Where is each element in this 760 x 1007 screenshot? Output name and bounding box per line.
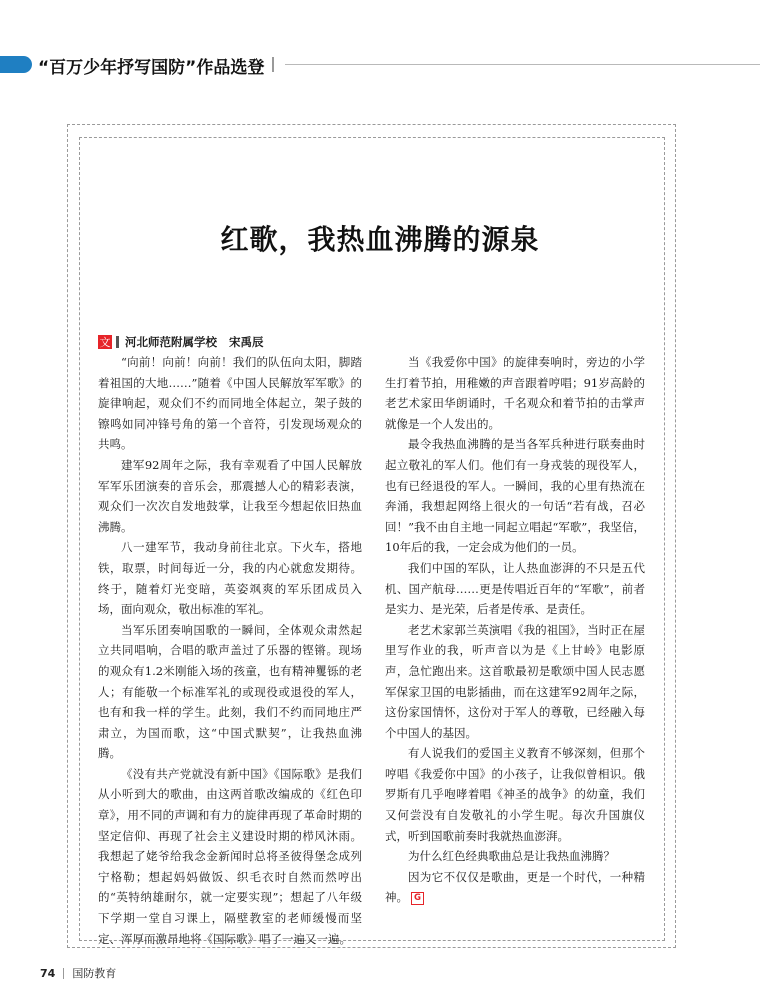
page-footer (40, 965, 116, 981)
paragraph-last (385, 867, 645, 908)
paragraph: 建军92周年之际，我有幸观看了中国人民解放军军乐团演奏的音乐会，那震撼人心的精彩表演，观众们一次次自发地鼓掌，让我至今想起依旧热血沸腾。 (98, 457, 362, 534)
article-title: 红歌，我热血沸腾的源泉 (220, 223, 540, 256)
paragraph: 当军乐团奏响国歌的一瞬间，全体观众肃然起立共同唱响，合唱的歌声盖过了乐器的铿锵。现场的观众有1.2米刚能入场的孩童，也有精神矍铄的老人；有能敬一个标准军礼的或现役或退役的军人，也有和我一样的学生。此刻，我们不约而同地庄严肃立，为国而歌，这“中国式默契”，让我热血沸腾。 (98, 622, 362, 761)
section-title: “百万少年抒写国防”作品选登 (38, 58, 265, 78)
paragraph: 我们中国的军队，让人热血澎湃的不只是五代机、国产航母……更是传唱近百年的“军歌”，前者是实力、是光荣，后者是传承、是责任。 (385, 560, 645, 617)
paragraph: 《没有共产党就没有新中国》《国际歌》是我们从小听到大的歌曲，由这两首歌改编成的《红色印章》，用不同的声调和有力的旋律再现了革命时期的坚定信仰、再现了社会主义建设时期的栉风沐雨。我想起了姥爷给我念金新闻时总将圣彼得堡念成列宁格勒；想起妈妈做饭、织毛衣时自然而然哼出的“英特纳雄耐尔，就一定要实现”；想起了八年级下学期一堂自习课上，隔壁教室的老师缓慢而坚定、浑厚而激昂地将《国际歌》唱了一遍又一遍。 (98, 766, 362, 946)
paragraph: 最令我热血沸腾的是当各军兵种进行联奏曲时起立敬礼的军人们。他们有一身戎装的现役军人，也有已经退役的军人。一瞬间，我的心里有热流在奔涌，我想起网络上很火的一句话“若有战，召必回！”我不由自主地一同起立唱起“军歌”，我坚信，10年后的我，一定会成为他们的一员。 (385, 437, 645, 555)
paragraph: 当《我爱你中国》的旋律奏响时，旁边的小学生打着节拍，用稚嫩的声音跟着哼唱；91岁高龄的老艺术家田华朗诵时，千名观众和着节拍的击掌声就像是一个人发出的。 (385, 355, 645, 431)
byline-school: 河北师范附属学校 (125, 335, 217, 349)
paragraph: “向前！向前！向前！我们的队伍向太阳，脚踏着祖国的大地……”随着《中国人民解放军军歌》的旋律响起，观众们不约而同地全体起立，架子鼓的镲鸣如同冲锋号角的第一个音符，引发现场观众的共鸣。 (98, 355, 362, 452)
end-mark-icon: G (411, 892, 424, 905)
paragraph: 八一建军节，我动身前往北京。下火车，搭地铁，取票，时间每近一分，我的内心就愈发期待。终于，随着灯光变暗，英姿飒爽的军乐团成员入场，面向观众，敬出标准的军礼。 (98, 540, 362, 617)
paragraph: 老艺术家郭兰英演唱《我的祖国》，当时正在屋里写作业的我，听声音以为是《上甘岭》电影原声，急忙跑出来。这首歌最初是歌颂中国人民志愿军保家卫国的电影插曲，而在这建军92周年之际，这份家国情怀，这份对于军人的尊敬，已经融入每个中国人的基因。 (385, 622, 645, 740)
section-title-divider (272, 57, 274, 72)
article-column-right (385, 352, 645, 908)
byline-divider (116, 336, 119, 348)
footer-divider (63, 968, 64, 979)
header-rule (285, 64, 760, 65)
byline (98, 335, 264, 349)
byline-author: 宋禹辰 (229, 335, 264, 349)
page-number: 74 (40, 966, 56, 980)
paragraph: 为什么红色经典歌曲总是让我热血沸腾？ (408, 849, 615, 864)
article-column-left (98, 352, 362, 949)
section-marker (0, 56, 32, 73)
byline-tag: 文 (99, 336, 111, 349)
magazine-name: 国防教育 (72, 967, 117, 980)
paragraph: 有人说我们的爱国主义教育不够深刻，但那个哼唱《我爱你中国》的小孩子，让我似曾相识。俄罗斯有几乎咆哮着唱《神圣的战争》的幼童，我们又何尝没有自发敬礼的小学生呢。每次升国旗仪式，听到国歌前奏时我就热血澎湃。 (385, 746, 645, 843)
paragraph-text: 因为它不仅仅是歌曲，更是一个时代，一种精神。 (385, 869, 645, 905)
